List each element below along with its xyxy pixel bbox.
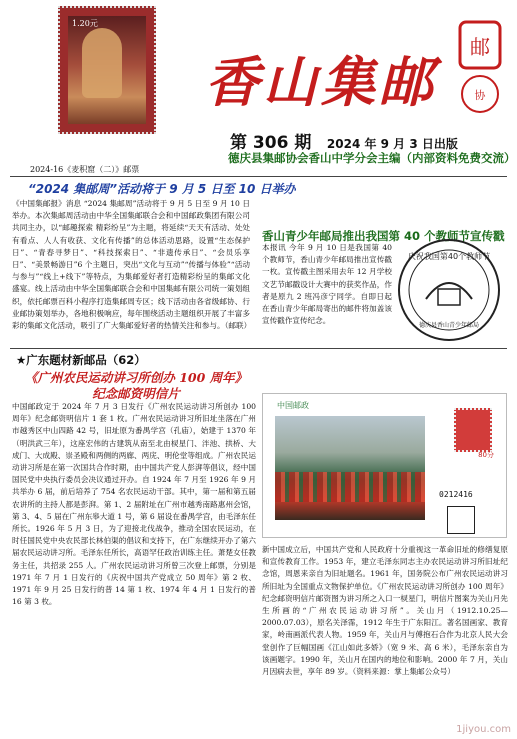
article3-subtitle: 纪念邮资明信片 bbox=[92, 386, 180, 401]
card-trees bbox=[275, 472, 425, 502]
article3-title: 《广州农民运动讲习所创办 100 周年》 bbox=[24, 370, 248, 385]
article2-body: 本报讯 今年 9 月 10 日是我国第 40 个教师节，香山青少年邮局推出宣传戳一枚。宣传戳主图采用去年 12 月学校文艺节邮戳设计大赛中的获奖作品，作者是原九 2 班冯彦宁同学。自即日起在香山青少年邮局寄出的邮件将加盖该宣传戳作宣传纪念。 bbox=[262, 243, 392, 326]
watermark: 1jiyou.com bbox=[456, 724, 511, 735]
card-postcode-box bbox=[447, 506, 475, 534]
host-line: 德庆县集邮协会香山中学分会主编（内部资料免费交流） bbox=[228, 151, 516, 165]
card-painting bbox=[275, 416, 425, 520]
postmark-text: 庆祝我国第40个教师节 bbox=[407, 252, 491, 261]
issue-date: 2024 年 9 月 3 日出版 bbox=[326, 137, 458, 151]
article1-title: “2024 集邮周”活动将于 9 月 5 日至 10 日举办 bbox=[28, 182, 296, 196]
postal-card-image bbox=[262, 393, 507, 538]
article3-body-right: 新中国成立后，中国共产党和人民政府十分重视这一革命旧址的修缮复原和宣传教育工作。1953 年，建立毛泽东同志主办农民运动讲习所旧址纪念馆，周恩来亲自为旧址题名。1961 年，国务院公布广州农民运动讲习所旧址为全国重点文物保护单位。《广州农民运动讲习所创办 100 周年》纪念邮资明信片邮资图为讲习所之入口一棂星门，明信片图案为关山月先生所画的“广州农民运动讲习所”。关山月（1912.10.25—2000.07.03），原名关泽霈，1912 年生于广东阳江。著名国画家、教育家，岭南画派代表人物。1959 年，关山月与傅抱石合作为北京人民大会堂创作了巨幅国画《江山如此多娇》（宽 9 米、高 6 米），毛泽东亲自为该画题字。1990 年，关山月在国内的地位和影响。2000 年 7 月，关山月因病去世，享年 89 岁。（资料来源：掌上集邮公众号） bbox=[262, 545, 508, 677]
section-title: ★广东题材新邮品（62） bbox=[16, 353, 146, 367]
card-stamp bbox=[454, 408, 492, 452]
divider bbox=[10, 348, 507, 349]
card-serial: 0212416 bbox=[439, 490, 473, 499]
buddha-figure bbox=[82, 28, 122, 98]
top-stamp-image bbox=[58, 6, 156, 134]
svg-text:邮: 邮 bbox=[470, 35, 490, 59]
article2-title: 香山青少年邮局推出我国第 40 个教师节宣传戳 bbox=[262, 229, 505, 243]
masthead-title: 香山集邮 bbox=[205, 50, 437, 114]
article1-body: 《中国集邮报》消息 “2024 集邮周”活动将于 9 月 5 日至 9 月 10 日举办。本次集邮周活动由中华全国集邮联合会和中国邮政集团有限公司共同主办，以“邮趣探索 精彩纷呈”为主题，将延续“天天有活动、处处有看点、人人有收获、文化有传播”的总体活动思路，设置“生态保护日”、“青春寻梦日”、“科技探索日”、“非遗传承日”、“会员乐享日”、“美景畅游日”6 个主题日，突出“文化与互动”“传播与体验”“活动与参与”“线上+线下”等特点，为集邮爱好者打造精彩纷呈的集邮文化盛宴。线上活动由中华全国集邮联合会和中国集邮有限公司统一策划组织，依托邮票百科小程序打造集邮周专区；线下活动由各省级邮协、行业邮协策划举办，各地积极响应，每年围绕活动主题组织开展了丰富多彩的集邮文化活动，吸引了广大集邮爱好者的热情关注和参与。（邮联） bbox=[12, 199, 252, 331]
teachers-day-postmark bbox=[396, 237, 502, 343]
issue-number: 第 306 期 bbox=[230, 133, 312, 153]
divider bbox=[10, 176, 507, 177]
top-stamp-caption: 2024-16《麦积窟（二）》邮票 bbox=[30, 165, 140, 174]
postmark-bottom: 德庆县香山青少年邮局 bbox=[418, 322, 480, 329]
card-brand: 中国邮政 bbox=[277, 401, 309, 410]
article3-body-left: 中国邮政定于 2024 年 7 月 3 日发行《广州农民运动讲习所创办 100 周年》纪念邮资明信片 1 套 1 枚。广州农民运动讲习所旧址坐落在广州市越秀区中山四路 42 号，旧址原为番禺学宫（孔庙），始建于 1370 年（明洪武三年），这座宏伟的古建筑从南至北由棂星门、泮池、拱桥、大成门、大成殿、崇圣殿和两侧的两廊、两庑、明伦堂等组成。广州农民运动讲习所是在第一次国共合作时期，由中国共产党人彭湃等倡议，经中国国民党中央执行委员会决议通过开办。自 1924 年 7 月至 1926 年 9 月共举办 6 届，前后培养了 754 名农民运动干部。其中，第一届和第五届农讲所的主持人都是彭湃。第 1、2 届附址在广州市越秀南路惠州会馆，第 3、4、5 届在广州东皋大道 1 号，第 6 届设在番禺学宫，由毛泽东任所长。1926 年 5 月 3 日，为了迎接北伐战争，推动全国农民运动，在时任国民党中央农民部长林伯渠的倡议和支持下，在广东继续开办了第六届农民运动讲习所。毛泽东任所长，高语罕任政治训练主任。萧楚女任教务主任，共招录 255 人。广州农民运动讲习所曾三次登上邮票，分别是 1971 年 7 月 1 日发行的《庆祝中国共产党成立 50 周年》第 2 枚、1971 年 9 月 25 日发行的普 14 第 1 枚、1974 年 4 月 1 日发行的普 16 第 3 枚。 bbox=[12, 402, 256, 607]
svg-text:协: 协 bbox=[474, 89, 486, 102]
stamp-value: 1.20元 bbox=[72, 19, 98, 28]
card-denomination: 80分 bbox=[478, 451, 494, 459]
association-logo bbox=[452, 18, 508, 118]
